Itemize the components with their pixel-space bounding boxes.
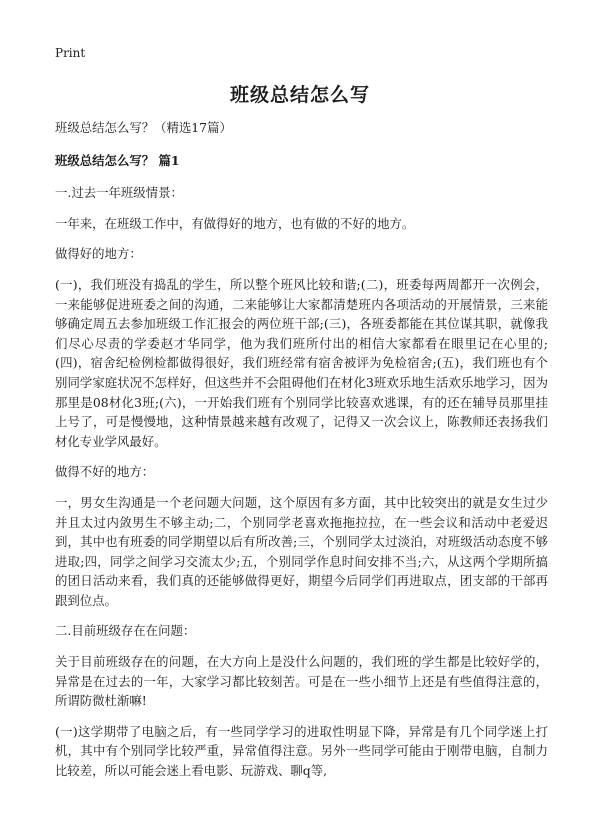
document-body [55,118,548,792]
paragraph: 做得不好的地方： [55,464,155,480]
paragraph: 一.过去一年班级情景： [55,185,183,201]
paragraph: 关于目前班级存在的问题，在大方向上是没什么问题的，我们班的学生都是比较好学的，异常是在过去的一年，大家学习都比较刻苦。可是在一些小细节上还是有些值得注意的，所谓防微杜渐嘛! [55,654,548,709]
section-heading: 班级总结怎么写？ 篇1 [55,152,180,168]
intro-line: 班级总结怎么写？（精选17篇） [55,120,232,135]
paragraph: 一，男女生沟通是一个老问题大问题，这个原因有多方面，其中比较突出的就是女生过少并且太过内敛男生不够主动;二，个别同学老喜欢拖拖拉拉，在一些会议和活动中老爱迟到，其中也有班委的同学期望以后有所改善;三，个别同学太过淡泊，对班级活动态度不够进取;四，同学之间学习交流太少;五，个别同学作息时间安排不当;六，从这两个学期所搞的团日活动来看，我们真的还能够做得更好，期望今后同学们再进取点，团支部的干部再跟到位点。 [55,494,548,608]
paragraph: 二.目前班级存在在问题： [55,623,196,639]
print-link[interactable]: Print [55,46,86,60]
paragraph: (一)，我们班没有捣乱的学生，所以整个班风比较和谐;(二)，班委每两周都开一次例会，一来能够促进班委之间的沟通，二来能够让大家都清楚班内各项活动的开展情景，三来能够确定周五去参加班级工作汇报会的两位班干部;(三)，各班委都能在其位谋其职，就像我们尽心尽责的学委赵才华同学，他为我们班所付出的相信大家都看在眼里记在心里的;(四)，宿舍纪检例检都做得很好，我们班经常有宿舍被评为免检宿舍;(五)，我们班也有个别同学家庭状况不怎样好，但这些并不会阻碍他们在材化3班欢乐地生活欢乐地学习，因为那里是08材化3班;(六)，一开始我们班有个别同学比较喜欢逃课，有的还在辅导员那里挂上号了，可是慢慢地，这种情景越来越有改观了，记得又一次会议上，陈教师还表扬我们材化专业学风最好。 [55,276,548,449]
paragraph: (一)这学期带了电脑之后，有一些同学学习的进取性明显下降，异常是有几个同学迷上打机，其中有个别同学比较严重，异常值得注意。另外一些同学可能由于刚带电脑，自制力比较差，所以可能会迷上看电影、玩游戏、聊q等, [55,723,548,779]
paragraph: 一年来，在班级工作中，有做得好的地方，也有做的不好的地方。 [55,215,415,231]
document-title: 班级总结怎么写 [229,84,370,106]
paragraph: 做得好的地方： [55,246,142,262]
